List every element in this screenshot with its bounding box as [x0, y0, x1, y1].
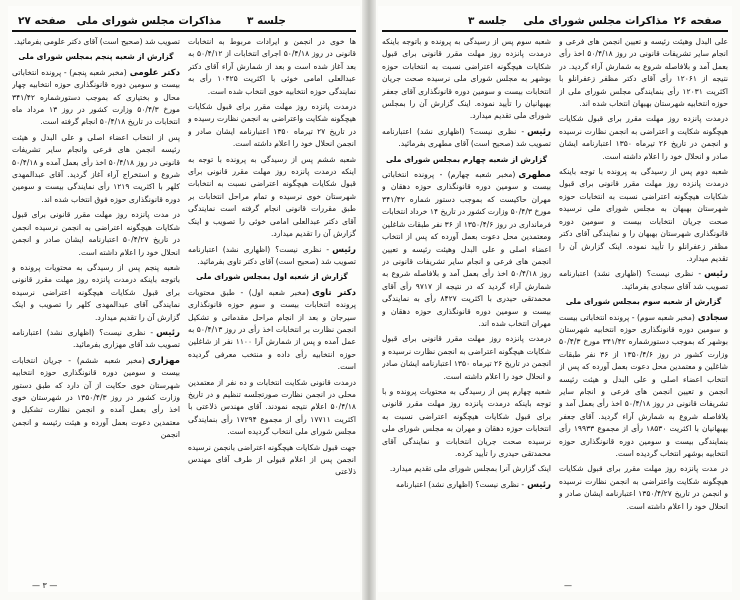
text-column: [12, 36, 180, 578]
speech-paragraph: [188, 287, 356, 374]
speech-text: - نظری نیست؟ (اظهاری نشد) اعتبارنامه: [396, 479, 525, 489]
body-paragraph: اینک گزارش آنرا بمجلس شورای ملی تقدیم میدارد.: [389, 464, 551, 474]
body-paragraph: درمدت قانونی شکایت انتخابات و ده نفر از معتمدین محلی در انجمن نظارت صورتجلسه تنظیم و در تاریخ ۵۰/۴/۱۸ اعلام نتیجه نمودند. آقای مهندس ذلاعتی با اکثریت ۱۷۷۱۱ رأی از مجموع ۱۷۲۹۴ رأی بنمایندگی مجلس شورای ملی انتخاب گردیده است.: [188, 377, 356, 437]
right-page: [378, 6, 732, 592]
right-page-header: [382, 12, 728, 32]
speech-text: - نظری نیست؟ (اظهاری نشد) اعتبارنامه تصویب شد آقای مهزاری بفرمائید.: [12, 327, 180, 350]
body-paragraph: درمدت پانزده روز مهلت مقرر برای قبول شکایات هیچگونه شکایت واعتراضی به انجمن نظارت رسیده و در تاریخ ۲۷ تیرماه ۱۳۵۰ اعتبارنامه ایشان صادر و انجمن انحلال خود را اعلام داشته است.: [188, 102, 356, 149]
speech-paragraph: [559, 312, 728, 461]
report-heading: گزارش از شعبه سوم بمجلس شورای ملی: [565, 297, 722, 307]
running-title: مذاکرات مجلس شورای ملی: [76, 15, 222, 27]
speaker-name: رئیس: [704, 269, 728, 280]
body-paragraph: جهت قبول شکایات هیچگونه اعتراضی بانجمن نرسیده انجمن پس از اعلام قبولی از طرف آقای مهندس ذلاعتی: [188, 442, 356, 477]
speech-paragraph: [188, 244, 356, 269]
body-paragraph: شعبه دوم پس از رسیدگی به پرونده با توجه باینکه درمدت پانزده روز مهلت مقرر قانونی برای قبول شکایات هیچگونه اعتراضی نسبت به انتخابات حوزه شهرستان بهبهان به مجلس شورای ملی نرسیده صحت جریان انتخابات بیست و سومین دوره قانونگذاری شهرستان بهبهان را و نمایندگی آقای دکتر مظفر زعفرانلو را تأیید نموده. اینک گزارش آن را تقدیم میدارد.: [559, 167, 728, 263]
body-paragraph: شعبه چهارم پس از رسیدگی به محتویات پرونده و با توجه باینکه درمدت پانزده روز مهلت مقرر قانونی برای قبول شکایات هیچگونه اعتراضی نسبت به انتخابات حوزه دهقان و مهران به مجلس شورای ملی نرسیده صحت جریان انتخابات و نمایندگی آقای محمدتقی حیدری را تأیید کرده.: [382, 386, 551, 458]
speech-paragraph: [12, 355, 180, 442]
speech-paragraph: [382, 479, 551, 491]
page-footer: — ۳ —: [32, 581, 58, 590]
speaker-name: رئیس: [527, 126, 551, 137]
body-paragraph: درمدت پانزده روز مهلت مقرر قانونی برای قبول شکایات هیچگونه اعتراضی به انجمن نظارت نرسیده و انجمن در تاریخ ۲۶ تیرماه ۱۳۵۰ اعتبارنامه ایشان صادر و انحلال خود را اعلام داشته است.: [382, 334, 551, 381]
body-paragraph: شعبه سوم پس از رسیدگی به پرونده و باتوجه باینکه درمدت پانزده روز مهلت مقرر قانونی برای قبول شکایات هیچگونه اعتراضی نسبت به انتخابات حوزه بوشهر به مجلس شورای ملی نرسیده صحت جریان انتخابات بیست و سومین دوره قانونگذاری آقای جعفر بهبهانیان را تأیید نموده. اینک گزارش آن را بمجلس شورای ملی تقدیم میدارد.: [382, 37, 551, 121]
page-footer: —: [564, 581, 572, 590]
speech-text: - نظری نیست؟ (اظهاری نشد) اعتبارنامه تصویب شد (صحیح است) آقای مطهری بفرمائید.: [382, 126, 551, 149]
body-paragraph: علی البدل وهیئت رئیسه و تعیین انجمن های فرعی و انجام سایر تشریفات قانونی در روز ۵۰/۴/۱۸ اخذ رأی بعمل آمد و بلافاصله شروع به شمارش آراء گردید. در نتیجه از ۱۲۰۶۱ رأی آقای دکتر مظفر زعفرانلو با اکثریت ۱۲۰۳۱ رأی بنمایندگی مجلس شورای ملی از حوزه انتخابیه شهرستان بهبهان انتخاب شده اند.: [559, 37, 728, 109]
speech-paragraph: [382, 169, 551, 330]
body-paragraph: تصویب شد (صحیح است) آقای دکتر علومی بفرمائید.: [13, 37, 180, 46]
body-paragraph: شعبه پنجم پس از رسیدگی به محتویات پرونده و باتوجه باینکه درمدت پانزده روز مهلت مقرر قانونی برای قبول شکایات هیچگونه اعتراضی نرسیده نمایندگی آقای عبدالمهدی کلهر را تصویب و اینک گزارش آن را تقدیم میدارد.: [12, 262, 180, 322]
speech-text: (مخبر شعبه پنجم) - پرونده انتخاباتی بیست و سومین دوره قانونگذاری حوزه انتخابیه چهار محال و بختیاری که بموجب دستورشماره ۳۴۱/۴۲ مورخ ۵۰/۴/۳ وزارت کشور در روز ۱۳ مرداد ماه انتخابات در تاریخ ۵۰/۴/۱۸ انجام گرفته است.: [12, 67, 180, 127]
speech-text: - نظری نیست؟ (اظهاری نشد) اعتبارنامه تصویب شد (صحیح است) آقای دکتر تاوی بفرمائید.: [188, 244, 356, 266]
left-page-header: [12, 12, 356, 32]
text-column: [382, 36, 551, 578]
body-paragraph: در مدت پانزده روز مهلت مقرر قانونی برای قبول شکایات هیچگونه اعتراضی به انجمن نرسیده انجمن در تاریخ ۵۰/۴/۲۷ اعتبارنامه ایشان صادر و انجمن انحلال خود را اعلام داشته است.: [12, 210, 180, 257]
book-gutter: [362, 0, 376, 600]
report-heading: گزارش از شعبه پنجم بمجلس شورای ملی: [18, 52, 174, 62]
body-paragraph: ها خوی در انجمن و ایرادات مربوط به انتخابات قانونی در روز ۵۰/۴/۱۸ اجرای انتخابات از ۵۰/۴/۱۲ به بعد آغاز شده است و بعد از شمارش آراء آقای دکتر عبدالعلی امامی خوئی با اکثریت ۱۰۴۲۵ رأی به نمایندگی حوزه انتخابیه خوی انتخاب شده است.: [188, 37, 356, 96]
report-heading: گزارش از شعبه چهارم بمجلس شورای ملی: [385, 154, 548, 164]
speech-text: (مخبر شعبه چهارم) - پرونده انتخاباتی بیست و سومین دوره قانونگذاری حوزه دهقان و مهران حاکیست که بموجب دستور شماره ۳۴۱/۴۲ مورخ ۵۰/۴/۳ وزارت کشور در تاریخ ۱۴ خرداد انتخابات فرمانداری در روز ۱۳۵۰/۴/۶ از ۳۶ نفر طبقات شاغلین ومعتمدین محل دعوت بعمل آورده که پس از انتخاب اعضاء اصلی و علی البدل وهیئت رئیسه و تعیین انجمن های فرعی و انجام سایر تشریفات قانونی در روز ۵۰/۴/۱۸ اخذ رأی بعمل آمد و بلافاصله شروع به شمارش آراء گردید که در نتیجه از ۹۷۱۷ رأی آقای محمدتقی حیدری با اکثریت ۸۴۲۷ رأی به نمایندگی بیست و سومین دوره قانونگذاری حوزه دهقان و مهران انتخاب شده اند.: [382, 170, 551, 328]
speech-paragraph: [382, 126, 551, 151]
speaker-name: رئیس: [332, 244, 356, 255]
session-label: جلسه ۳: [468, 15, 507, 27]
body-paragraph: شعبه ششم پس از رسیدگی به پرونده با توجه به اینکه درمدت پانزده روز مهلت مقرر قانونی برای قبول شکایات هیچگونه اعتراضی نسبت به انتخابات شهرستان خوی نرسیده و تمام مراحل انتخابات بر طبق مقررات قانونی انجام گرفته است نمایندگی آقای دکتر عبدالعلی امامی خوئی را تصویب و اینک گزارش آن را تقدیم میدارد.: [188, 154, 356, 239]
body-paragraph: در مدت پانزده روز مهلت مقرر برای قبول شکایات هیچگونه شکایت واعتراضی به انجمن نظارت نرسیده و انجمن در تاریخ ۱۳۵۰/۴/۲۷ اعتبارنامه ایشان صادر و انحلال خود را اعلام داشته است.: [559, 464, 728, 511]
text-column: [559, 36, 728, 578]
speech-paragraph: [559, 268, 728, 293]
speaker-name: دکتر علومی: [129, 67, 180, 78]
report-heading: گزارش از شعبه اول بمجلس شورای ملی: [196, 272, 348, 282]
page-number: صفحه ۲۶: [673, 15, 722, 27]
body-paragraph: پس از انتخاب اعضاء اصلی و علی البدل و هیئت رئیسه انجمن های فرعی وانجام سایر تشریفات قانونی در روز ۵۰/۴/۱۸ اخذ رأی بعمل آمده و ۵۰/۴/۱۸ شروع و استخراج آراء آغاز گردید. آقای عبدالمهدی کلهر با اکثریت ۱۲۱۹ رأی نمایندگی بیست و سومین دوره قانونگذاری حوزه فوق انتخاب شده اند.: [12, 132, 180, 204]
session-label: جلسه ۳: [247, 15, 286, 27]
speaker-name: رئیس: [527, 479, 551, 490]
speaker-name: سجادی: [697, 312, 728, 323]
speech-text: - نظری نیست؟ (اظهاری نشد) اعتبارنامه تصویب شد آقای سجادی بفرمائید.: [559, 269, 728, 291]
speech-text: (مخبر شعبه ششم) - جریان انتخابات بیست و سومین دوره قانونگذاری حوزه انتخابیه شهرستان خوی حکایت از آن دارد که طبق دستور وزارت کشور در روز ۱۳۵۰/۴/۳ در شهرستان خوی اخذ رأی بعمل آمده و انجمن نظارت تشکیل و معتمدین دعوت بعمل آورده و هیئت رئیسه و انجمن انجمن: [12, 355, 180, 440]
speaker-name: رئیس: [156, 327, 180, 338]
speech-paragraph: [12, 327, 180, 352]
speaker-name: دکتر تاوی: [311, 287, 356, 298]
speaker-name: مطهری: [518, 170, 551, 181]
left-page-columns: [12, 36, 356, 578]
right-page-columns: [382, 36, 728, 578]
left-page: [8, 6, 360, 592]
speech-paragraph: [12, 67, 180, 129]
speech-text: (مخبر شعبه اول) - طبق محتویات پرونده انتخابات بیست و سوم حوزه قانونگذاری سیرجان و بعد از انجام مراحل مقدماتی و تشکیل انجمن نظارت بر انتخابات اخذ رأی در روز ۵۰/۴/۱۳ به عمل آمده و پس از شمارش آرا ۱۱۰۰ نفر از شاغلین حوزه انتخابیه رأی داده و منتخب معرفی گردیده است.: [188, 287, 356, 372]
text-column: [188, 36, 356, 578]
page-number: صفحه ۲۷: [18, 15, 67, 27]
speech-text: (مخبر شعبه سوم) - پرونده انتخاباتی بیست و سومین دوره قانونگذاری حوزه انتخابیه شهرستان بوشهر که بموجب دستورشماره ۳۴۱/۴۲ مورخ ۵۰/۴/۳ وزارت کشور در روز ۱۳۵۰/۴/۶ از ۳۶ نفر طبقات شاغلین و معتمدین محل دعوت بعمل آورده که پس از انتخاب اعضاء اصلی و علی البدل و هیئت رئیسه انجمن و تعیین انجمن های فرعی و انجام سایر تشریفات قانونی در روز ۵۰/۴/۱۸ اخذ رأی بعمل آمد و بلافاصله شروع به شمارش آراء گردید. آقای جعفر بهبهانیان با اکثریت ۱۸۵۳۰ رأی از مجموع ۱۹۹۳۳ رأی بنمایندگی بیست و سومین دوره قانونگذاری حوزه انتخابیه بوشهر انتخاب گردیده است.: [559, 312, 728, 458]
running-title: مذاکرات مجلس شورای ملی: [523, 15, 668, 27]
body-paragraph: درمدت پانزده روز مهلت مقرر برای قبول شکایات هیچگونه شکایت و اعتراضی به انجمن نظارت نرسیده و انجمن در تاریخ ۲۶ تیرماه ۱۳۵۰ اعتبارنامه ایشان صادر و انحلال خود را اعلام داشته است.: [559, 114, 728, 161]
speaker-name: مهزاری: [147, 355, 180, 366]
